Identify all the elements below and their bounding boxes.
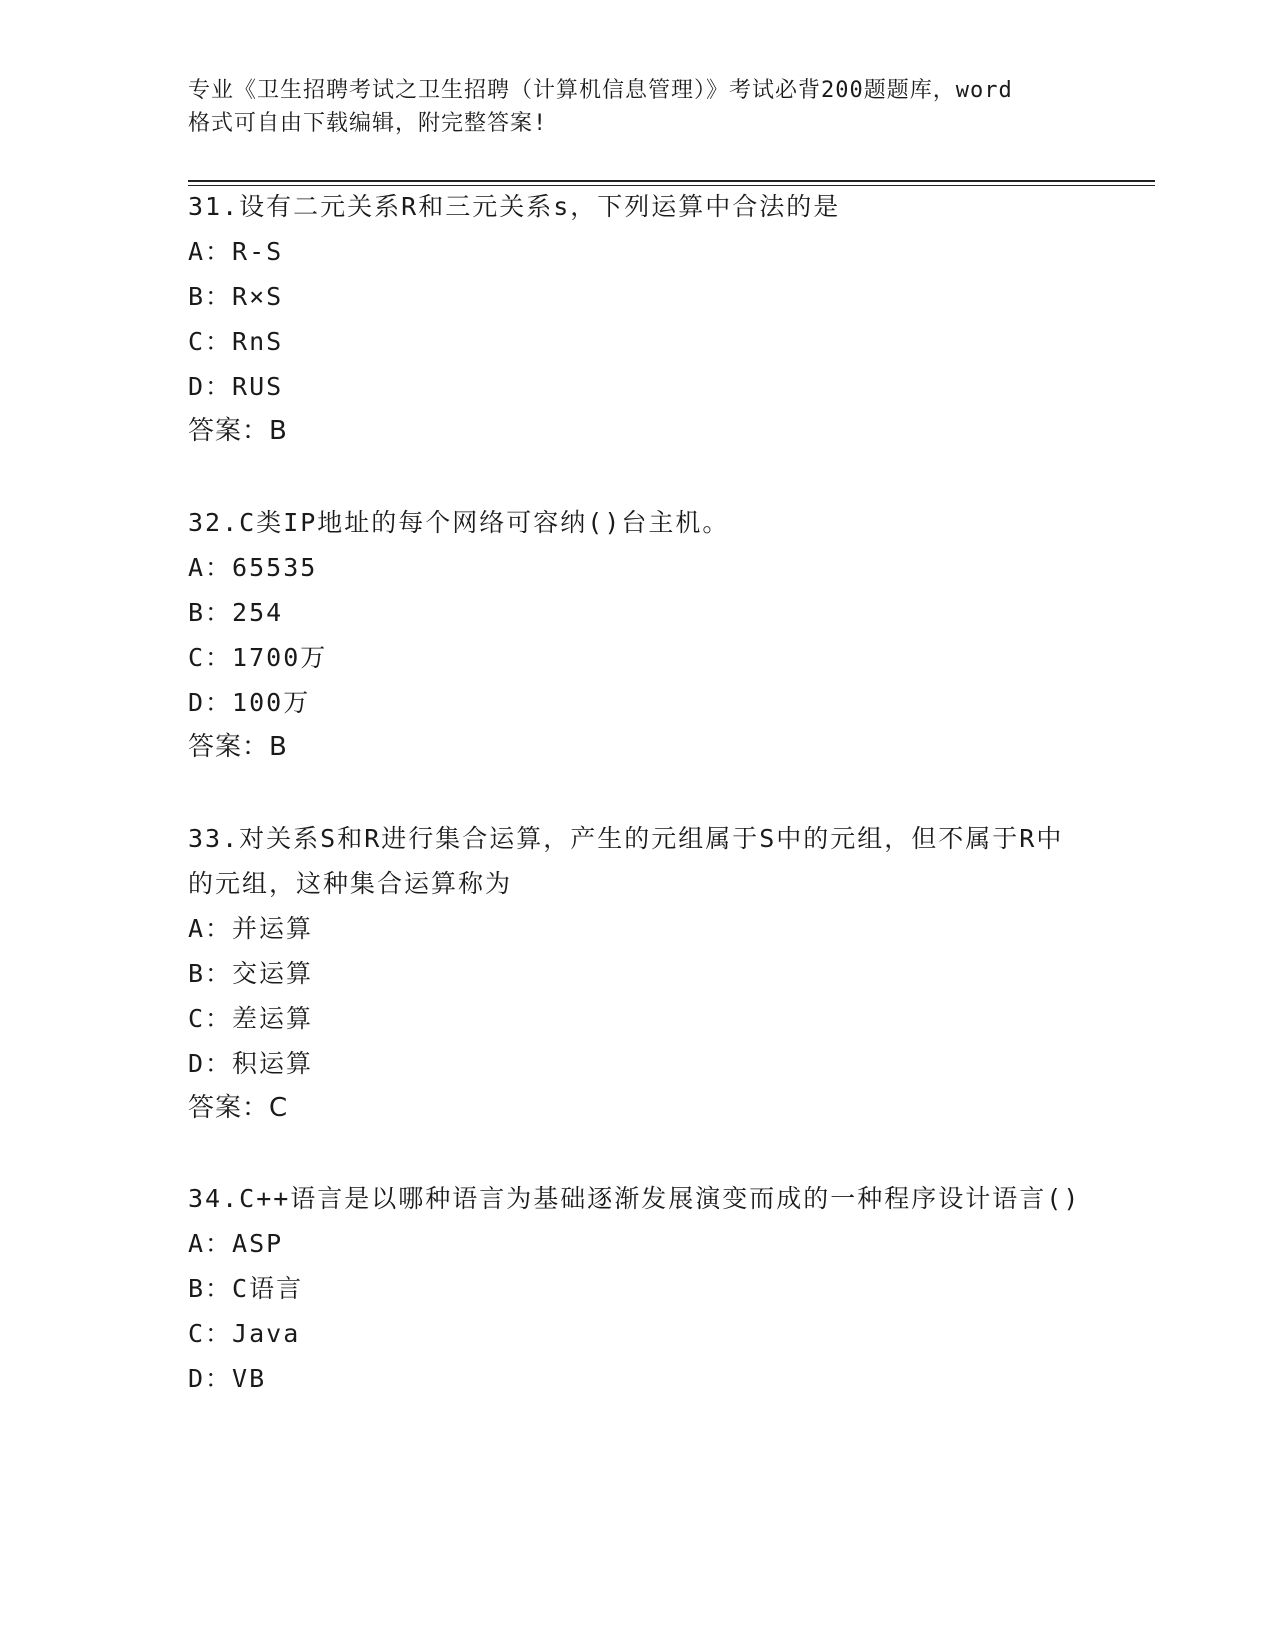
option-a: A：R-S xyxy=(188,237,284,266)
option-d: D：RUS xyxy=(188,372,284,401)
answer: 答案：B xyxy=(188,732,288,762)
option-c: C：Java xyxy=(188,1319,301,1348)
question-stem: 32.C类IP地址的每个网络可容纳()台主机。 xyxy=(188,508,730,537)
option-b: B：R×S xyxy=(188,282,284,311)
question-34 xyxy=(188,1176,1088,1401)
option-b: B：C语言 xyxy=(188,1274,304,1303)
header-divider-thick xyxy=(188,180,1155,182)
question-stem: 31.设有二元关系R和三元关系s，下列运算中合法的是 xyxy=(188,192,841,221)
option-b: B：交运算 xyxy=(188,959,314,988)
header-line-2: 格式可自由下载编辑，附完整答案! xyxy=(188,111,548,136)
document-header xyxy=(188,74,1088,140)
option-d: D：积运算 xyxy=(188,1049,314,1078)
question-33 xyxy=(188,816,1088,1131)
question-stem: 34.C++语言是以哪种语言为基础逐渐发展演变而成的一种程序设计语言() xyxy=(188,1184,1081,1213)
answer: 答案：C xyxy=(188,1093,289,1123)
header-line-1: 专业《卫生招聘考试之卫生招聘（计算机信息管理）》考试必背200题题库，word xyxy=(188,78,1013,103)
option-c: C：差运算 xyxy=(188,1004,314,1033)
question-stem: 33.对关系S和R进行集合运算，产生的元组属于S中的元组，但不属于R中的元组，这种集合运算称为 xyxy=(188,824,1064,898)
answer: 答案：B xyxy=(188,416,288,446)
option-b: B：254 xyxy=(188,598,284,627)
option-c: C：RnS xyxy=(188,327,284,356)
option-d: D：VB xyxy=(188,1364,267,1393)
option-d: D：100万 xyxy=(188,688,311,717)
question-31 xyxy=(188,184,1088,454)
option-a: A：并运算 xyxy=(188,914,314,943)
option-c: C：1700万 xyxy=(188,643,328,672)
question-32 xyxy=(188,500,1088,770)
option-a: A：ASP xyxy=(188,1229,284,1258)
option-a: A：65535 xyxy=(188,553,318,582)
